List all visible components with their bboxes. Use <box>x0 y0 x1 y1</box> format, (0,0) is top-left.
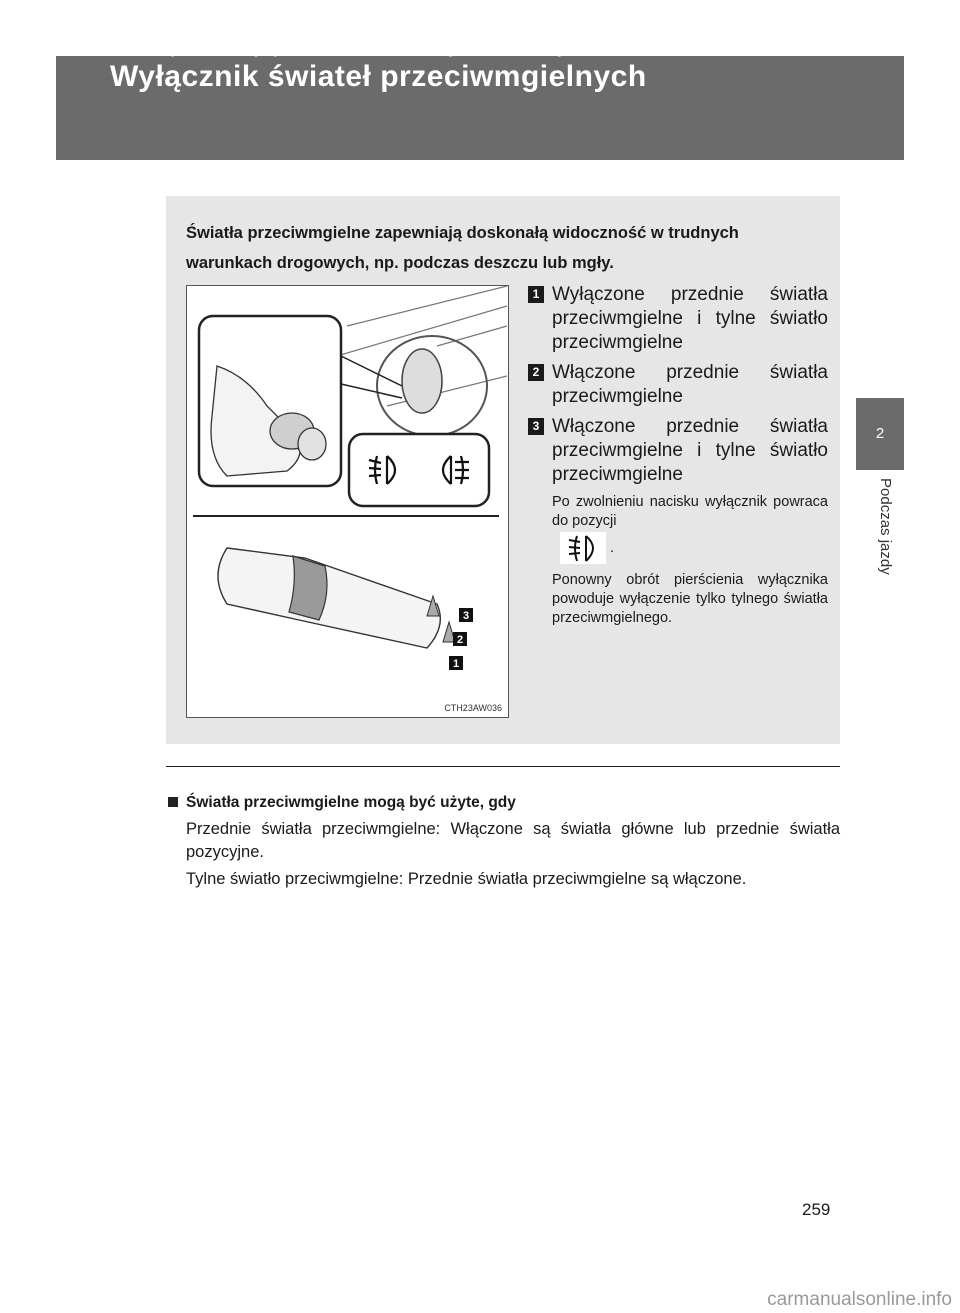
square-bullet-icon <box>168 797 178 807</box>
page-title: Wyłącznik świateł przeciwmgielnych <box>110 60 647 93</box>
item-text: Włączone przednie światła przeciwmgielne i tylne światło przeciwmgielne <box>552 416 828 485</box>
usage-section <box>168 792 840 891</box>
usage-rear-text: Tylne światło przeciwmgielne: Przednie światła przeciwmgielne są włączone. <box>186 870 747 888</box>
release-note-end: . <box>610 540 615 556</box>
fog-switch-figure <box>186 285 509 718</box>
usage-front-text: Przednie światła przeciwmgielne: Włączone są światła główne lub przednie światła pozycyjne. <box>186 820 840 861</box>
list-item <box>528 415 828 487</box>
item-text: Włączone przednie światła przeciwmgielne <box>552 362 828 407</box>
usage-title-text: Światła przeciwmgielne mogą być użyte, gdy <box>186 794 516 811</box>
list-item <box>528 361 828 409</box>
ring-note: Ponowny obrót pierścienia wyłącznika powoduje wyłączenie tylko tylnego światła przeciwmgielnego. <box>552 572 828 626</box>
usage-section-title <box>168 792 840 814</box>
item-number: 2 <box>528 364 544 381</box>
position-list <box>528 283 828 628</box>
figure-code: CTH23AW036 <box>444 703 502 713</box>
panel-intro: Światła przeciwmgielne zapewniają doskonałą widoczność w trudnych warunkach drogowych, np. podczas deszczu lub mgły. <box>186 224 739 272</box>
front-fog-light-icon <box>560 532 606 564</box>
callout-3: 3 <box>463 610 470 622</box>
section-label: 2-3. Włączanie i wyłączanie świateł oraz wycieraczek szyb <box>110 38 577 57</box>
callout-1: 1 <box>453 658 460 670</box>
chapter-tab[interactable]: 2 <box>856 398 904 470</box>
section-divider <box>166 766 840 767</box>
figure-illustration <box>187 286 509 718</box>
callout-2: 2 <box>457 634 464 646</box>
list-item <box>528 283 828 355</box>
item-number: 1 <box>528 286 544 303</box>
release-note <box>528 493 828 565</box>
page-number: 259 <box>802 1200 831 1219</box>
item-text: Wyłączone przednie światła przeciwmgielne i tylne światło przeciwmgielne <box>552 284 828 353</box>
item-number: 3 <box>528 418 544 435</box>
watermark: carmanualsonline.info <box>767 1289 952 1310</box>
release-note-text: Po zwolnieniu nacisku wyłącznik powraca do pozycji <box>552 494 828 529</box>
chapter-tab-label: Podczas jazdy <box>877 478 894 575</box>
